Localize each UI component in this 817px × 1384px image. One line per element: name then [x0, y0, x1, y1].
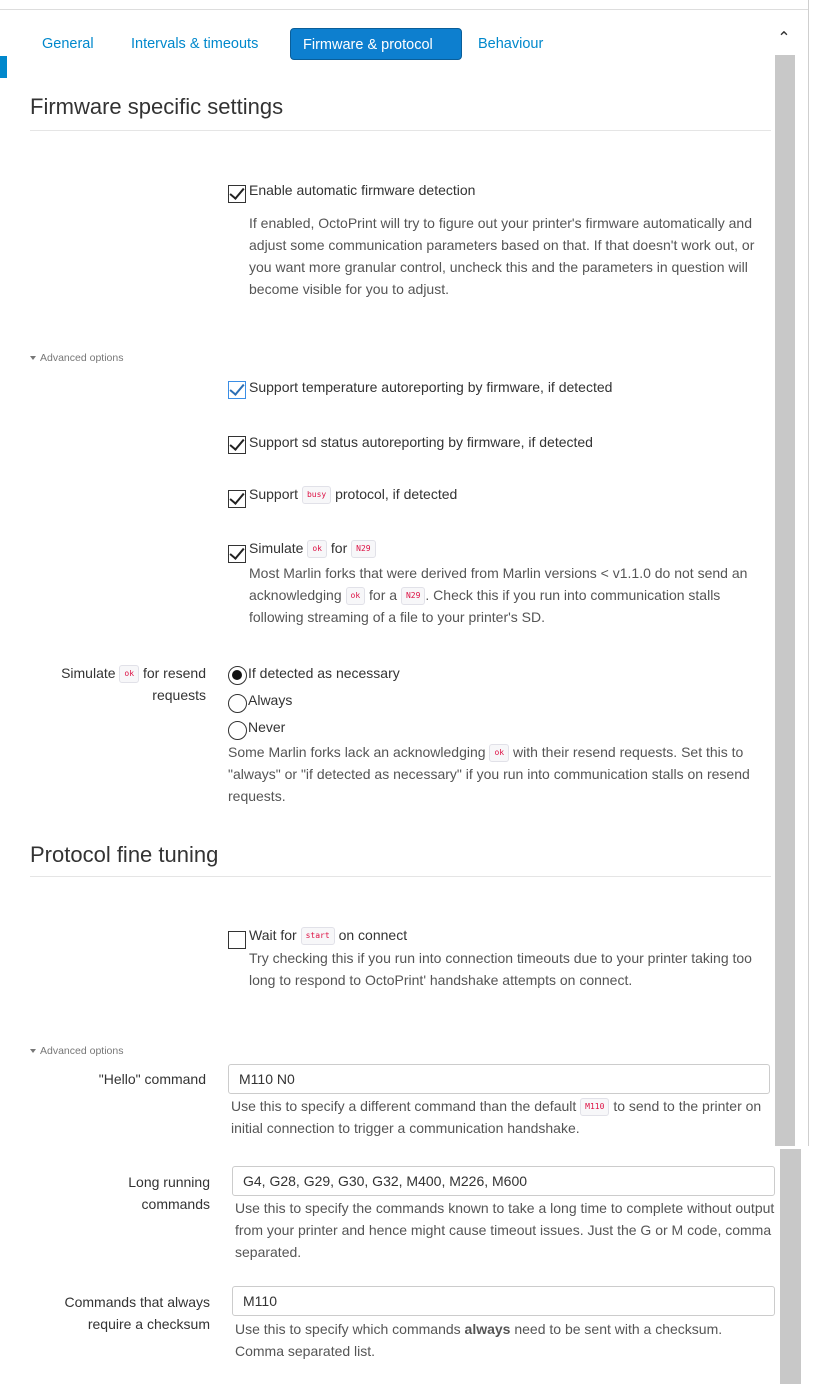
caret-down-icon	[30, 1049, 36, 1053]
resend-radio-always[interactable]	[228, 694, 247, 713]
code-m110: M110	[580, 1098, 609, 1116]
resend-radio-detected[interactable]	[228, 666, 247, 685]
code-start: start	[301, 927, 335, 945]
active-section-marker	[0, 56, 7, 78]
advanced-options-label: Advanced options	[40, 352, 124, 364]
advanced-options-label-2: Advanced options	[40, 1045, 124, 1057]
auto-detect-checkbox[interactable]	[228, 185, 246, 203]
wait-start-label: Wait for start on connect	[249, 927, 407, 945]
scrollbar-thumb-lower[interactable]	[780, 1149, 801, 1384]
code-n29: N29	[351, 540, 375, 558]
code-n29-inline: N29	[401, 587, 425, 605]
hello-command-input[interactable]: M110 N0	[228, 1064, 770, 1094]
resend-help: Some Marlin forks lack an acknowledging ok with their resend requests. Set this to "always" or "if detected as necessary" if you run into communication stalls on resend requests.	[228, 744, 750, 804]
tab-behaviour[interactable]: Behaviour	[478, 36, 544, 52]
resend-option-never: Never	[248, 719, 286, 735]
wait-start-help: Try checking this if you run into connection timeouts due to your printer taking too long to respond to OctoPrint' handshake attempts on connect.	[249, 950, 752, 988]
code-ok-resend: ok	[119, 665, 139, 683]
checksum-help: Use this to specify which commands always need to be sent with a checksum. Comma separated list.	[235, 1321, 723, 1359]
caret-down-icon	[30, 356, 36, 360]
advanced-options-toggle-2[interactable]	[30, 1045, 123, 1057]
resend-radio-never[interactable]	[228, 721, 247, 740]
tab-intervals-timeouts[interactable]: Intervals & timeouts	[131, 36, 259, 52]
code-busy: busy	[302, 486, 331, 504]
sd-autoreport-label: Support sd status autoreporting by firmware, if detected	[249, 434, 593, 450]
auto-detect-label: Enable automatic firmware detection	[249, 182, 476, 198]
resend-option-detected: If detected as necessary	[248, 665, 400, 681]
hello-command-label: "Hello" command	[98, 1071, 206, 1087]
right-border	[808, 0, 809, 1146]
top-border	[0, 0, 808, 10]
scrollbar-thumb[interactable]	[775, 55, 795, 1146]
hello-command-help: Use this to specify a different command than the default M110 to send to the printer on initial connection to trigger a communication handshake.	[231, 1098, 762, 1136]
long-running-help: Use this to specify the commands known to take a long time to complete without output from your printer and hence might cause timeout issues. Just the G or M code, comma separated.	[235, 1200, 775, 1260]
section-divider-2	[30, 876, 771, 877]
code-ok: ok	[307, 540, 327, 558]
scroll-up-button[interactable]	[773, 28, 795, 48]
chevron-up-icon: ⌃	[777, 30, 791, 47]
section-divider	[30, 130, 771, 131]
tab-firmware-protocol[interactable]: Firmware & protocol	[290, 28, 462, 60]
tab-general[interactable]: General	[42, 36, 94, 52]
sd-autoreport-checkbox[interactable]	[228, 436, 246, 454]
checksum-label: Commands that always require a checksum	[64, 1294, 210, 1332]
temp-autoreport-checkbox[interactable]	[228, 381, 246, 399]
simulate-ok-help: Most Marlin forks that were derived from Marlin versions < v1.1.0 do not send an acknowledging ok for a N29 . Check this if you run into communication stalls following streaming of a file to your printer's SD.	[249, 565, 748, 625]
busy-protocol-label: Support busy protocol, if detected	[249, 486, 457, 504]
simulate-ok-checkbox[interactable]	[228, 545, 246, 563]
advanced-options-toggle-1[interactable]	[30, 352, 123, 364]
section-title-firmware: Firmware specific settings	[30, 94, 284, 119]
section-title-protocol: Protocol fine tuning	[30, 842, 219, 867]
resend-label: Simulate ok for resend requests	[61, 665, 206, 703]
temp-autoreport-label: Support temperature autoreporting by firmware, if detected	[249, 379, 613, 395]
long-running-input[interactable]: G4, G28, G29, G30, G32, M400, M226, M600	[232, 1166, 775, 1196]
checksum-input[interactable]: M110	[232, 1286, 775, 1316]
long-running-label: Long running commands	[128, 1174, 210, 1212]
busy-protocol-checkbox[interactable]	[228, 490, 246, 508]
code-ok-resend-help: ok	[489, 744, 509, 762]
simulate-ok-label: Simulate ok for N29	[249, 540, 376, 558]
wait-start-checkbox[interactable]	[228, 931, 246, 949]
code-ok-inline: ok	[346, 587, 366, 605]
resend-option-always: Always	[248, 692, 293, 708]
auto-detect-help: If enabled, OctoPrint will try to figure out your printer's firmware automatically and adjust some communication parameters based on that. If that doesn't work out, or you want more granular control, uncheck this and the parameters in question will become visible for you to adjust.	[249, 215, 755, 297]
